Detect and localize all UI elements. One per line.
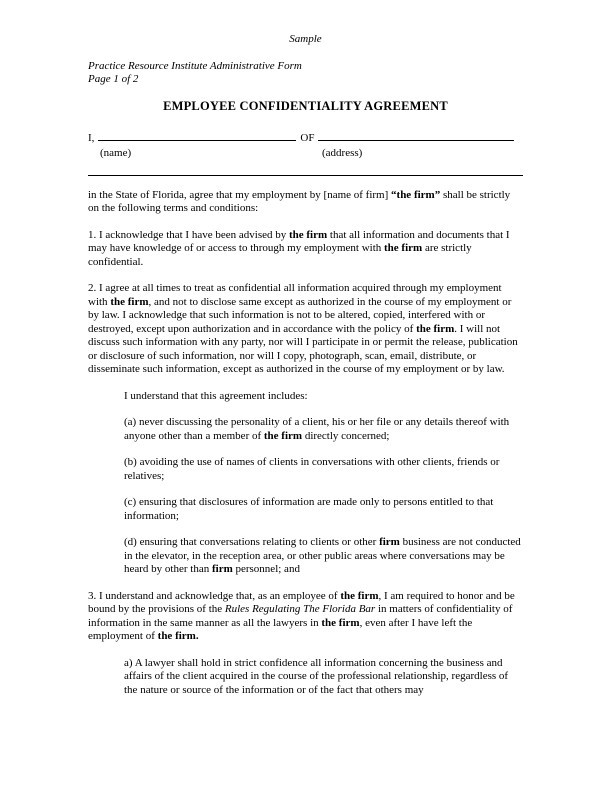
address-blank-line [318,129,514,141]
includes-item-b: (b) avoiding the use of names of clients in conversations with other clients, friends or relatives; [124,456,500,482]
continuation-blank-line [88,175,523,176]
intro-paragraph: in the State of Florida, agree that my employment by [name of firm] “the firm” shall be strictly on the following terms and conditions: [88,188,511,214]
fill-in-prefix: I, [88,132,95,144]
fill-in-connector: OF [300,132,315,144]
form-identifier-line2: Page 1 of 2 [88,73,139,85]
fill-in-labels [88,146,523,161]
address-label: (address) [322,146,363,159]
includes-item-d: (d) ensuring that conversations relating to clients or other firm business are not conducted in the elevator, in the reception area, or other public areas where conversations may be heard by other than firm personnel; and [124,536,521,575]
form-identifier-line1: Practice Resource Institute Administrative Form [88,59,302,72]
sample-watermark: Sample [289,33,322,45]
clause-2-paragraph: 2. I agree at all times to treat as confidential all information acquired through my employment with the firm, and not to disclose same except as authorized in the course of my employment or by law. I acknowledge that such information is not to be altered, copied, interfered with or destroyed, except upon authorization and in accordance with the policy of the firm. I will not discuss such information with any party, nor will I participate in or permit the release, publication or disclosure of such information, nor will I copy, photograph, scan, email, distribute, or disseminate such information, except as authorized in the course of my employment or by law. [88,282,518,375]
clause-3-paragraph: 3. I understand and acknowledge that, as an employee of the firm, I am required to honor and be bound by the provisions of the Rules Regulating The Florida Bar in matters of confidentiality of information in the same manner as all the lawyers in the firm, even after I have left the employment of the firm. [88,589,515,642]
includes-item-a: (a) never discussing the personality of a client, his or her file or any details thereof with anyone other than a member of the firm directly concerned; [124,416,510,442]
document-title: EMPLOYEE CONFIDENTIALITY AGREEMENT [163,98,448,113]
fill-in-row [88,129,523,146]
name-blank-line [98,129,296,141]
includes-lead-paragraph: I understand that this agreement includes: [124,389,308,402]
rule-sub-a-paragraph: a) A lawyer shall hold in strict confidence all information concerning the business and affairs of the client acquired in the course of the professional relationship, regardless of the nature or source of the information or of the fact that others may [124,656,509,696]
clause-1-paragraph: 1. I acknowledge that I have been advised by the firm that all information and documents that I may have knowledge of or access to through my employment with the firm are strictly confidential. [88,228,510,268]
includes-item-c: (c) ensuring that disclosures of information are made only to persons entitled to that information; [124,496,494,522]
form-identifier [88,60,523,87]
name-label: (name) [100,146,132,159]
